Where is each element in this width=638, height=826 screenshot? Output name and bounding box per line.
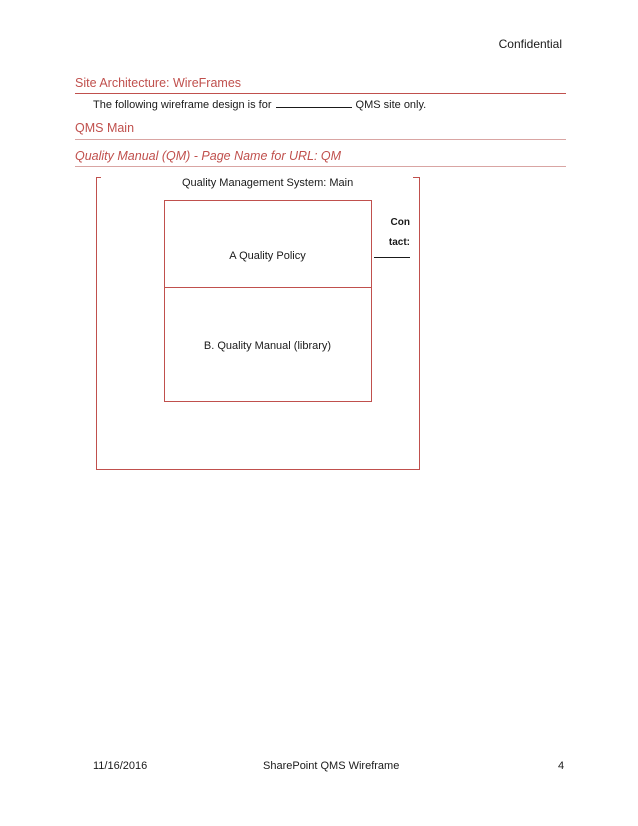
blank-line	[276, 97, 352, 108]
confidential-label: Confidential	[498, 37, 562, 51]
contact-label-line1: Con	[390, 217, 410, 228]
footer-page-number: 4	[558, 760, 565, 772]
wireframe-title: Quality Management System: Main	[182, 177, 354, 189]
footer-document-title: SharePoint QMS Wireframe	[263, 760, 400, 772]
page-heading: Quality Manual (QM) - Page Name for URL: QM	[75, 149, 342, 163]
wireframe-content-box	[164, 200, 372, 402]
section-rule	[75, 93, 566, 94]
contact-label-line2: tact:	[388, 237, 410, 248]
frame-corner-right	[413, 177, 419, 178]
quality-policy-block: A Quality Policy	[229, 250, 306, 262]
section-heading-site-architecture: Site Architecture: WireFrames	[75, 76, 242, 90]
section-rule	[75, 139, 566, 140]
contact-label	[378, 213, 410, 253]
intro-text-before: The following wireframe design is for	[93, 99, 272, 111]
section-rule	[75, 166, 566, 167]
footer-date: 11/16/2016	[93, 760, 148, 772]
intro-paragraph	[93, 97, 426, 111]
content-divider	[164, 287, 371, 288]
contact-underline	[374, 257, 410, 258]
intro-text-after: QMS site only.	[355, 99, 427, 111]
section-heading-qms-main: QMS Main	[75, 121, 135, 135]
frame-corner-left	[96, 177, 101, 178]
quality-manual-block: B. Quality Manual (library)	[203, 340, 332, 352]
